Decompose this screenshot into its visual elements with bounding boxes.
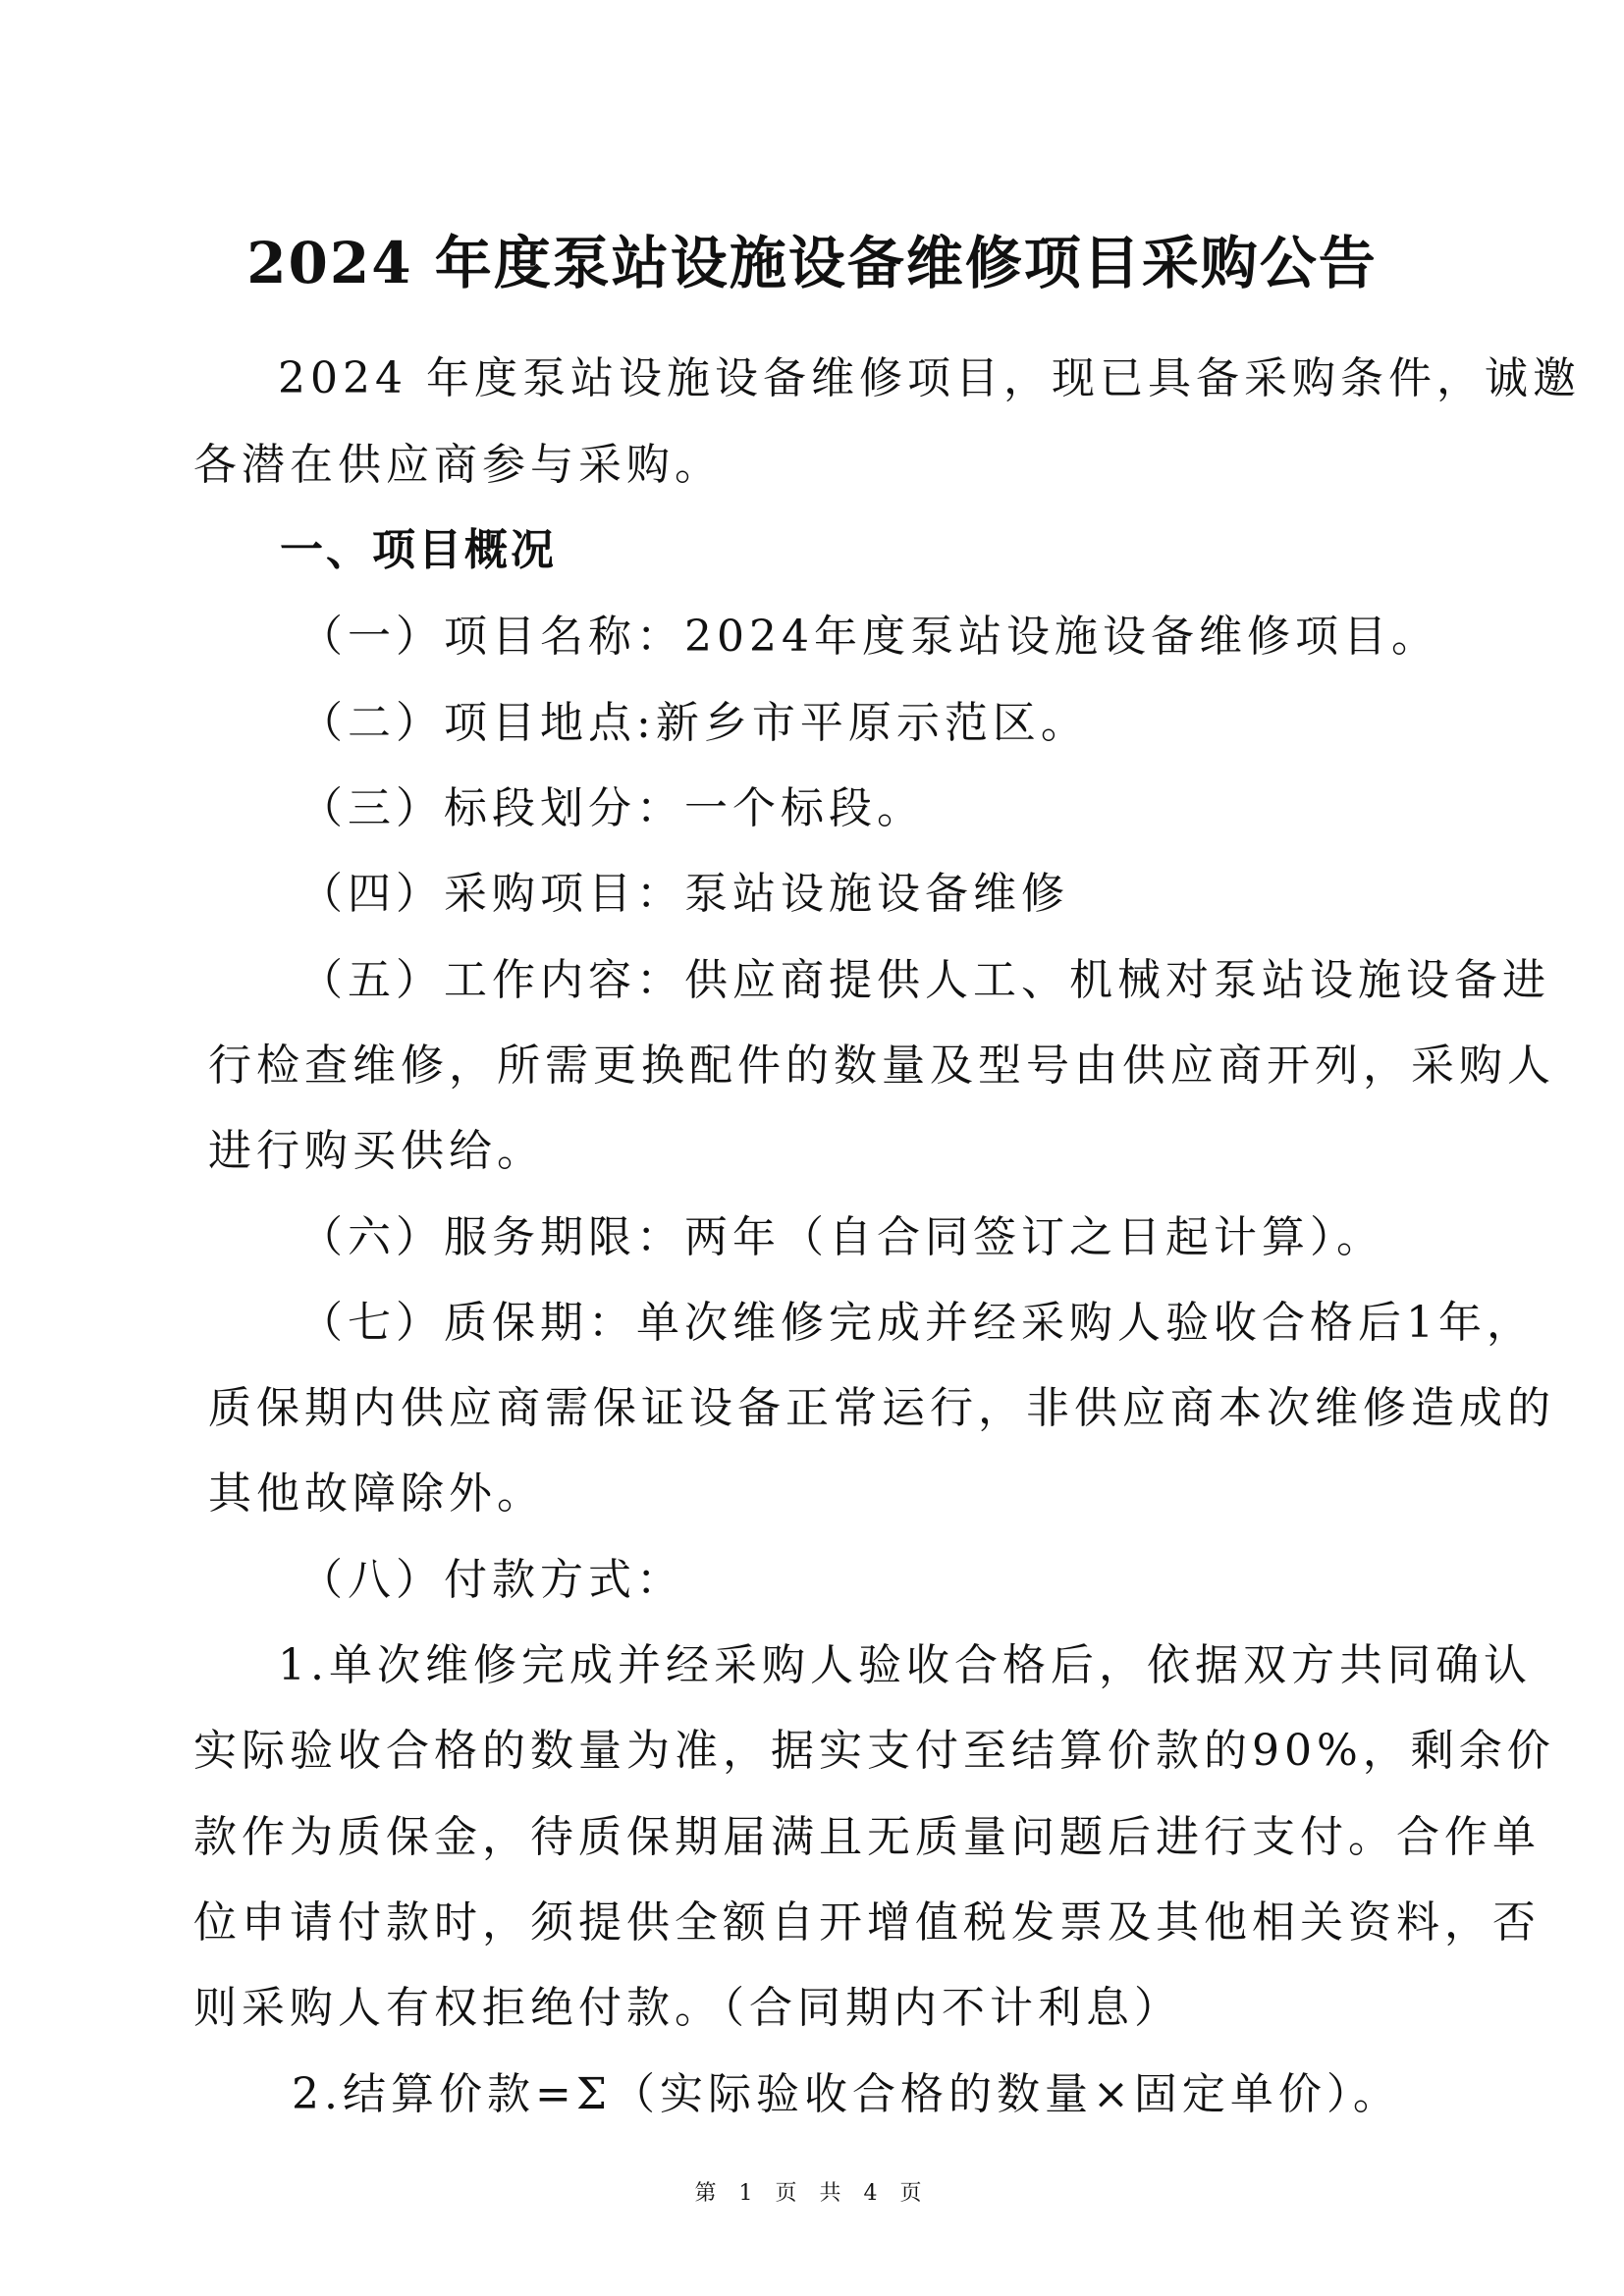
intro-line-2: 各潜在供应商参与采购。 xyxy=(193,440,723,490)
intro-line-1: 2024 年度泵站设施设备维修项目，现已具备采购条件，诚邀 xyxy=(278,353,1581,403)
payment-clause-1-line-3: 款作为质保金，待质保期届满且无质量问题后进行支付。合作单 xyxy=(193,1812,1541,1862)
page-footer: 第 1 页 共 4 页 xyxy=(694,2181,930,2206)
item-work-content-line-1: （五）工作内容：供应商提供人工、机械对泵站设施设备进 xyxy=(299,955,1550,1005)
section-heading: 一、项目概况 xyxy=(280,525,557,575)
item-payment-method: （八）付款方式： xyxy=(299,1555,684,1605)
payment-clause-1-line-5: 则采购人有权拒绝付款。（合同期内不计利息） xyxy=(193,1983,1182,2033)
item-lot-division: （三）标段划分：一个标段。 xyxy=(299,783,925,833)
item-work-content-line-2: 行检查维修，所需更换配件的数量及型号由供应商开列，采购人 xyxy=(208,1041,1555,1091)
item-procurement-project: （四）采购项目：泵站设施设备维修 xyxy=(299,869,1069,919)
item-work-content-line-3: 进行购买供给。 xyxy=(208,1126,545,1176)
payment-clause-1-line-4: 位申请付款时，须提供全额自开增值税发票及其他相关资料，否 xyxy=(193,1897,1541,1948)
payment-clause-1-line-2: 实际验收合格的数量为准，据实支付至结算价款的90%，剩余价 xyxy=(193,1726,1555,1776)
page-title: 2024 年度泵站设施设备维修项目采购公告 xyxy=(246,230,1378,296)
payment-clause-2: 2.结算价款=Σ（实际验收合格的数量×固定单价）。 xyxy=(292,2069,1401,2119)
item-warranty-line-2: 质保期内供应商需保证设备正常运行，非供应商本次维修造成的 xyxy=(208,1383,1555,1433)
item-warranty-line-3: 其他故障除外。 xyxy=(208,1468,545,1519)
item-project-name: （一）项目名称：2024年度泵站设施设备维修项目。 xyxy=(299,612,1439,662)
payment-clause-1-line-1: 1.单次维修完成并经采购人验收合格后，依据双方共同确认 xyxy=(278,1640,1532,1690)
item-service-period: （六）服务期限：两年（自合同签订之日起计算）。 xyxy=(299,1212,1384,1262)
item-project-location: （二）项目地点:新乡市平原示范区。 xyxy=(299,698,1089,748)
item-warranty-line-1: （七）质保期：单次维修完成并经采购人验收合格后1年， xyxy=(299,1298,1535,1348)
